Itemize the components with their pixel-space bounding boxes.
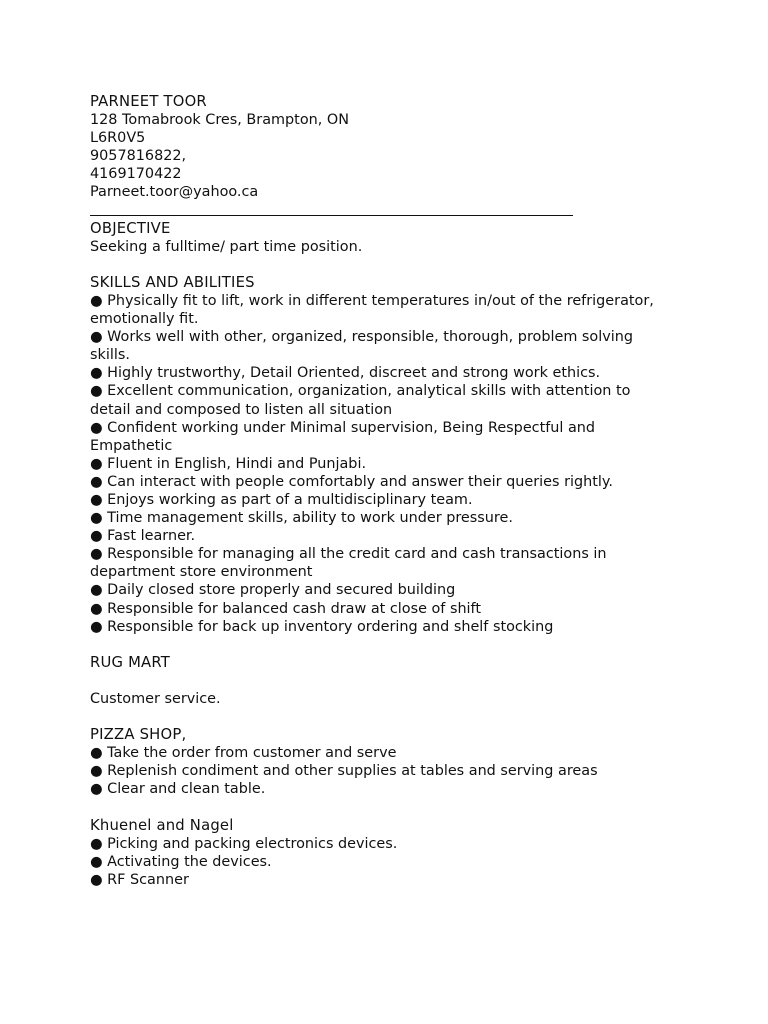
- contact-header: [90, 93, 690, 202]
- skill-text: Responsible for balanced cash draw at close of shift: [107, 600, 482, 617]
- skill-text: Can interact with people comfortably and answer their queries rightly.: [107, 473, 613, 490]
- resume-document: [90, 93, 690, 889]
- pizza-text: Clear and clean table.: [107, 781, 266, 798]
- khuenel-item: [90, 871, 660, 889]
- skill-item: [90, 600, 660, 618]
- pizza-shop-heading: PIZZA SHOP,: [90, 726, 187, 744]
- bullet-icon: ●: [90, 763, 103, 780]
- bullet-icon: ●: [90, 510, 103, 527]
- bullet-icon: ●: [90, 546, 103, 563]
- email-address: Parneet.toor@yahoo.ca: [90, 184, 259, 201]
- skill-text: Daily closed store properly and secured building: [107, 582, 456, 599]
- khuenel-item: [90, 853, 660, 871]
- skill-item: [90, 581, 660, 599]
- bullet-icon: ●: [90, 871, 103, 888]
- bullet-icon: ●: [90, 853, 103, 870]
- skill-text: Excellent communication, organization, analytical skills with attention to detail and composed to listen all situation: [90, 383, 631, 418]
- pizza-text: Take the order from customer and serve: [107, 745, 397, 762]
- phone-primary: 9057816822,: [90, 148, 187, 165]
- skill-item: [90, 455, 660, 473]
- skill-text: Responsible for managing all the credit card and cash transactions in department store environment: [90, 546, 607, 581]
- pizza-text: Replenish condiment and other supplies at tables and serving areas: [107, 763, 598, 780]
- skill-text: Works well with other, organized, responsible, thorough, problem solving skills.: [90, 329, 633, 364]
- khuenel-text: Picking and packing electronics devices.: [107, 835, 398, 852]
- skill-text: Highly trustworthy, Detail Oriented, discreet and strong work ethics.: [107, 365, 601, 382]
- skill-text: Physically fit to lift, work in different temperatures in/out of the refrigerator,: [107, 292, 654, 309]
- skill-item: [90, 292, 660, 310]
- skill-item: [90, 527, 660, 545]
- phone-secondary: 4169170422: [90, 166, 182, 183]
- bullet-icon: ●: [90, 491, 103, 508]
- candidate-name: PARNEET TOOR: [90, 93, 207, 110]
- bullet-icon: ●: [90, 528, 103, 545]
- bullet-icon: ●: [90, 329, 103, 346]
- bullet-icon: ●: [90, 419, 103, 436]
- skills-heading: SKILLS AND ABILITIES: [90, 273, 255, 291]
- khuenel-item: [90, 835, 660, 853]
- pizza-item: [90, 762, 660, 780]
- skill-item: [90, 545, 660, 581]
- skill-text: Fast learner.: [107, 528, 196, 545]
- bullet-icon: ●: [90, 582, 103, 599]
- skill-item: [90, 328, 660, 364]
- bullet-icon: ●: [90, 473, 103, 490]
- objective-text: Seeking a fulltime/ part time position.: [90, 238, 363, 255]
- bullet-icon: ●: [90, 781, 103, 798]
- khuenel-text: RF Scanner: [107, 871, 189, 888]
- skills-section: [90, 274, 690, 636]
- skill-item: [90, 382, 660, 418]
- skill-text: Fluent in English, Hindi and Punjabi.: [107, 455, 367, 472]
- postal-code: L6R0V5: [90, 130, 146, 147]
- skill-text: Time management skills, ability to work under pressure.: [107, 510, 513, 527]
- bullet-icon: ●: [90, 455, 103, 472]
- skill-continuation: emotionally fit.: [90, 311, 199, 328]
- skills-list: [90, 292, 690, 636]
- bullet-icon: ●: [90, 292, 103, 309]
- bullet-icon: ●: [90, 835, 103, 852]
- skill-text: Enjoys working as part of a multidisciplinary team.: [107, 491, 473, 508]
- pizza-shop-section: [90, 726, 690, 798]
- objective-heading: OBJECTIVE: [90, 219, 171, 237]
- bullet-icon: ●: [90, 600, 103, 617]
- spacer: [90, 708, 690, 726]
- address-line: 128 Tomabrook Cres, Brampton, ON: [90, 112, 349, 129]
- spacer: [90, 636, 690, 654]
- pizza-item: [90, 744, 660, 762]
- khuenel-text: Activating the devices.: [107, 853, 272, 870]
- bullet-icon: ●: [90, 383, 103, 400]
- skill-item: [90, 364, 660, 382]
- pizza-item: [90, 780, 660, 798]
- skill-item: [90, 509, 660, 527]
- bullet-icon: ●: [90, 745, 103, 762]
- spacer: [90, 672, 690, 690]
- khuenel-heading: Khuenel and Nagel: [90, 816, 234, 834]
- khuenel-section: [90, 817, 690, 889]
- rug-mart-heading: RUG MART: [90, 653, 171, 671]
- objective-section: [90, 220, 690, 256]
- skill-item: [90, 618, 660, 636]
- skill-item: [90, 473, 660, 491]
- skill-item: [90, 491, 660, 509]
- rug-mart-section: [90, 654, 690, 708]
- bullet-icon: ●: [90, 365, 103, 382]
- spacer: [90, 256, 690, 274]
- rug-mart-text: Customer service.: [90, 691, 221, 707]
- spacer: [90, 799, 690, 817]
- skill-text: Responsible for back up inventory ordering and shelf stocking: [107, 618, 554, 635]
- skill-text: Confident working under Minimal supervision, Being Respectful and Empathetic: [90, 419, 596, 454]
- bullet-icon: ●: [90, 618, 103, 635]
- skill-item: [90, 419, 660, 455]
- section-divider: [90, 215, 573, 216]
